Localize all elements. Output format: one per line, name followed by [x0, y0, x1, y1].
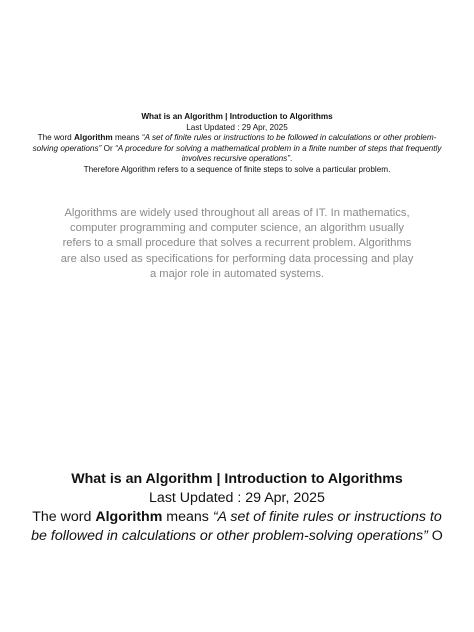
definition-means-large: means [162, 509, 213, 525]
therefore-line: Therefore Algorithm refers to a sequence of finite steps to solve a particular problem. [83, 164, 391, 174]
definition-quote-2: “A procedure for solving a mathematical problem in a finite number of steps that frequently involves recursive operations” [114, 143, 442, 164]
definition-quote-1: “A set of finite rules or instructions to be followed in calculations or other problem-solving operations” [32, 133, 437, 153]
definition-end: . [290, 154, 293, 164]
definition-tail-large: O [427, 528, 443, 544]
document-header-large [20, 470, 454, 546]
definition-paragraph-small [30, 133, 444, 165]
faded-paragraph: Algorithms are widely used throughout all areas of IT. In mathematics, computer programming and computer science, an algorithm usually refers to a small procedure that solves a recurrent problem. Algorithms are also used as specifications for performing data processing and play a major role in automated systems. [60, 207, 414, 280]
definition-means: means [112, 133, 142, 143]
definition-term-large: Algorithm [95, 509, 163, 525]
last-updated-small: Last Updated : 29 Apr, 2025 [186, 122, 288, 132]
definition-quote-large-part2: be followed in calculations or other problem-solving operations” [31, 528, 428, 544]
definition-prefix-large: The word [32, 509, 96, 525]
definition-line-2-large [20, 527, 454, 546]
definition-quote-large-part1: “A set of finite rules or instructions to [212, 509, 442, 525]
last-updated-large: Last Updated : 29 Apr, 2025 [149, 490, 325, 506]
definition-prefix: The word [37, 133, 74, 143]
definition-or: Or [101, 143, 115, 153]
definition-term: Algorithm [74, 133, 113, 143]
document-header-small [30, 112, 444, 176]
page-title-small: What is an Algorithm | Introduction to Algorithms [141, 112, 333, 121]
page-title-large: What is an Algorithm | Introduction to Algorithms [71, 471, 403, 487]
definition-line-1-large [20, 508, 454, 527]
